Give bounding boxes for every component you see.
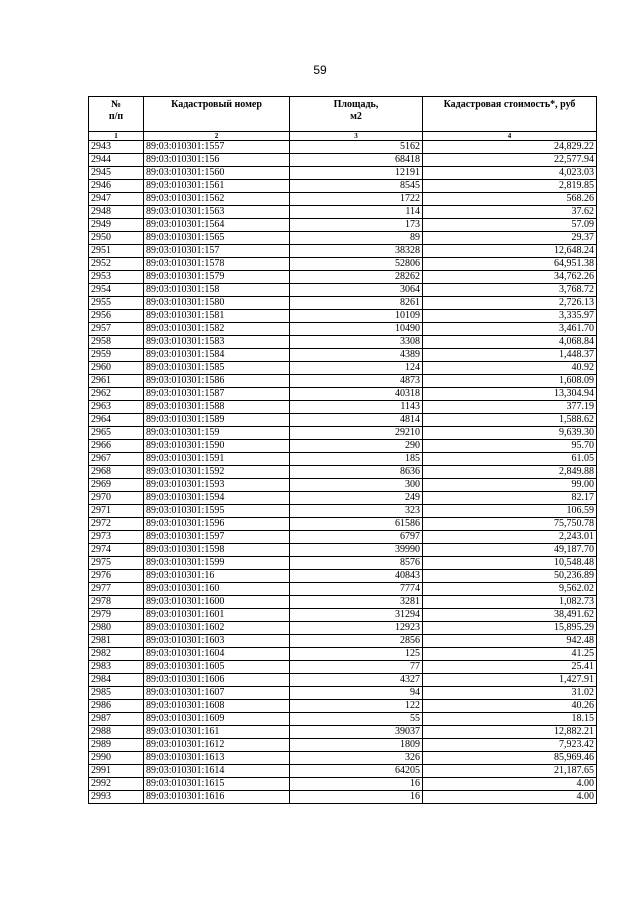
area-value: 94 (290, 687, 423, 700)
row-number: 2963 (89, 401, 144, 414)
area-value: 4814 (290, 414, 423, 427)
row-number: 2982 (89, 648, 144, 661)
area-value: 290 (290, 440, 423, 453)
area-value: 3281 (290, 596, 423, 609)
cadastral-number: 89:03:010301:1564 (144, 219, 290, 232)
table-row (89, 622, 597, 635)
area-value: 29210 (290, 427, 423, 440)
row-number: 2975 (89, 557, 144, 570)
area-value: 124 (290, 362, 423, 375)
table-row (89, 661, 597, 674)
cadastral-number: 89:03:010301:1600 (144, 596, 290, 609)
header-cost-label: Кадастровая стоимость*, руб (443, 99, 576, 110)
cadastral-number: 89:03:010301:1607 (144, 687, 290, 700)
header-num-label: № п/п (108, 99, 124, 122)
cost-value: 57.09 (423, 219, 597, 232)
cadastral-number: 89:03:010301:1596 (144, 518, 290, 531)
table-row (89, 635, 597, 648)
header-cadastral-number (144, 97, 290, 132)
table-row (89, 323, 597, 336)
table-row (89, 713, 597, 726)
column-number: 3 (290, 132, 423, 141)
row-number: 2964 (89, 414, 144, 427)
cadastral-number: 89:03:010301:1588 (144, 401, 290, 414)
table-row (89, 141, 597, 154)
cost-value: 9,639.30 (423, 427, 597, 440)
table-row (89, 336, 597, 349)
cost-value: 64,951.38 (423, 258, 597, 271)
row-number: 2987 (89, 713, 144, 726)
table-row (89, 687, 597, 700)
cadastral-number: 89:03:010301:1578 (144, 258, 290, 271)
row-number: 2957 (89, 323, 144, 336)
row-number: 2979 (89, 609, 144, 622)
table-row (89, 609, 597, 622)
table-row (89, 284, 597, 297)
table-row (89, 258, 597, 271)
row-number: 2989 (89, 739, 144, 752)
cadastral-number: 89:03:010301:1615 (144, 778, 290, 791)
cadastral-number: 89:03:010301:1612 (144, 739, 290, 752)
area-value: 16 (290, 791, 423, 804)
area-value: 249 (290, 492, 423, 505)
table-row (89, 570, 597, 583)
area-value: 10490 (290, 323, 423, 336)
cost-value: 34,762.26 (423, 271, 597, 284)
area-value: 323 (290, 505, 423, 518)
cadastral-number: 89:03:010301:1606 (144, 674, 290, 687)
cadastral-number: 89:03:010301:1597 (144, 531, 290, 544)
cost-value: 7,923.42 (423, 739, 597, 752)
cost-value: 85,969.46 (423, 752, 597, 765)
cost-value: 3,461.70 (423, 323, 597, 336)
table-row (89, 544, 597, 557)
area-value: 8545 (290, 180, 423, 193)
area-value: 61586 (290, 518, 423, 531)
table-row (89, 505, 597, 518)
table-row (89, 518, 597, 531)
row-number: 2947 (89, 193, 144, 206)
table-row (89, 310, 597, 323)
row-number: 2972 (89, 518, 144, 531)
cost-value: 2,819.85 (423, 180, 597, 193)
column-number: 2 (144, 132, 290, 141)
row-number: 2965 (89, 427, 144, 440)
area-value: 68418 (290, 154, 423, 167)
cadastral-number: 89:03:010301:1589 (144, 414, 290, 427)
cost-value: 1,608.09 (423, 375, 597, 388)
table-row (89, 778, 597, 791)
area-value: 3308 (290, 336, 423, 349)
row-number: 2944 (89, 154, 144, 167)
table-row (89, 791, 597, 804)
cadastral-number: 89:03:010301:1561 (144, 180, 290, 193)
area-value: 173 (290, 219, 423, 232)
row-number: 2992 (89, 778, 144, 791)
cost-value: 31.02 (423, 687, 597, 700)
row-number: 2949 (89, 219, 144, 232)
area-value: 4389 (290, 349, 423, 362)
area-value: 10109 (290, 310, 423, 323)
row-number: 2961 (89, 375, 144, 388)
cadastral-number: 89:03:010301:1590 (144, 440, 290, 453)
table-row (89, 752, 597, 765)
cadastral-number: 89:03:010301:1579 (144, 271, 290, 284)
table-row (89, 349, 597, 362)
row-number: 2969 (89, 479, 144, 492)
cost-value: 377.19 (423, 401, 597, 414)
row-number: 2976 (89, 570, 144, 583)
area-value: 8576 (290, 557, 423, 570)
cadastral-number: 89:03:010301:1614 (144, 765, 290, 778)
cadastral-number: 89:03:010301:161 (144, 726, 290, 739)
column-number-row (89, 132, 597, 141)
area-value: 40843 (290, 570, 423, 583)
row-number: 2959 (89, 349, 144, 362)
table-row (89, 167, 597, 180)
table-row (89, 271, 597, 284)
cost-value: 49,187.70 (423, 544, 597, 557)
table-row (89, 596, 597, 609)
row-number: 2971 (89, 505, 144, 518)
cost-value: 568.26 (423, 193, 597, 206)
cost-value: 2,243.01 (423, 531, 597, 544)
cost-value: 106.59 (423, 505, 597, 518)
column-number: 4 (423, 132, 597, 141)
table-row (89, 375, 597, 388)
cadastral-number: 89:03:010301:160 (144, 583, 290, 596)
row-number: 2981 (89, 635, 144, 648)
cost-value: 18.15 (423, 713, 597, 726)
cadastral-number: 89:03:010301:1613 (144, 752, 290, 765)
cost-value: 38,491.62 (423, 609, 597, 622)
table-row (89, 583, 597, 596)
area-value: 3064 (290, 284, 423, 297)
cost-value: 41.25 (423, 648, 597, 661)
area-value: 55 (290, 713, 423, 726)
area-value: 12191 (290, 167, 423, 180)
cost-value: 25.41 (423, 661, 597, 674)
cadastral-number: 89:03:010301:158 (144, 284, 290, 297)
cadastral-number: 89:03:010301:1608 (144, 700, 290, 713)
cost-value: 99.00 (423, 479, 597, 492)
area-value: 31294 (290, 609, 423, 622)
cadastral-number: 89:03:010301:16 (144, 570, 290, 583)
area-value: 12923 (290, 622, 423, 635)
area-value: 28262 (290, 271, 423, 284)
page-number: 59 (313, 63, 327, 77)
cost-value: 1,588.62 (423, 414, 597, 427)
table-row (89, 466, 597, 479)
cadastral-number: 89:03:010301:156 (144, 154, 290, 167)
cost-value: 22,577.94 (423, 154, 597, 167)
header-num (89, 97, 144, 132)
cadastral-number: 89:03:010301:1594 (144, 492, 290, 505)
row-number: 2974 (89, 544, 144, 557)
table-row (89, 557, 597, 570)
header-row (89, 97, 597, 132)
cost-value: 1,427.91 (423, 674, 597, 687)
area-value: 1143 (290, 401, 423, 414)
area-value: 5162 (290, 141, 423, 154)
cadastral-number: 89:03:010301:1595 (144, 505, 290, 518)
cost-value: 40.92 (423, 362, 597, 375)
cost-value: 15,895.29 (423, 622, 597, 635)
cost-value: 4.00 (423, 778, 597, 791)
cadastral-number: 89:03:010301:1593 (144, 479, 290, 492)
row-number: 2943 (89, 141, 144, 154)
table-row (89, 297, 597, 310)
cadastral-number: 89:03:010301:1609 (144, 713, 290, 726)
row-number: 2993 (89, 791, 144, 804)
table-row (89, 648, 597, 661)
row-number: 2986 (89, 700, 144, 713)
cost-value: 29.37 (423, 232, 597, 245)
area-value: 2856 (290, 635, 423, 648)
table-row (89, 232, 597, 245)
cadastral-number: 89:03:010301:1587 (144, 388, 290, 401)
cadastral-number: 89:03:010301:1603 (144, 635, 290, 648)
area-value: 16 (290, 778, 423, 791)
table-row (89, 726, 597, 739)
row-number: 2951 (89, 245, 144, 258)
cadastral-number: 89:03:010301:1583 (144, 336, 290, 349)
cost-value: 40.26 (423, 700, 597, 713)
row-number: 2977 (89, 583, 144, 596)
row-number: 2950 (89, 232, 144, 245)
cadastral-number: 89:03:010301:1557 (144, 141, 290, 154)
cadastral-number: 89:03:010301:1560 (144, 167, 290, 180)
row-number: 2983 (89, 661, 144, 674)
cost-value: 24,829.22 (423, 141, 597, 154)
row-number: 2970 (89, 492, 144, 505)
area-value: 4327 (290, 674, 423, 687)
cadastral-number: 89:03:010301:1602 (144, 622, 290, 635)
cost-value: 12,648.24 (423, 245, 597, 258)
area-value: 7774 (290, 583, 423, 596)
row-number: 2962 (89, 388, 144, 401)
cadastral-number: 89:03:010301:1563 (144, 206, 290, 219)
header-cadastral-number-label: Кадастровый номер (171, 99, 262, 110)
area-value: 122 (290, 700, 423, 713)
table-row (89, 180, 597, 193)
table-row (89, 765, 597, 778)
cost-value: 75,750.78 (423, 518, 597, 531)
area-value: 185 (290, 453, 423, 466)
cost-value: 37.62 (423, 206, 597, 219)
cadastral-number: 89:03:010301:1598 (144, 544, 290, 557)
row-number: 2980 (89, 622, 144, 635)
cadastral-number: 89:03:010301:1582 (144, 323, 290, 336)
cost-value: 4,068.84 (423, 336, 597, 349)
row-number: 2990 (89, 752, 144, 765)
row-number: 2988 (89, 726, 144, 739)
cadastral-number: 89:03:010301:1601 (144, 609, 290, 622)
table-body (89, 141, 597, 804)
cadastral-number: 89:03:010301:1605 (144, 661, 290, 674)
cadastral-number: 89:03:010301:1585 (144, 362, 290, 375)
area-value: 1722 (290, 193, 423, 206)
header-cost (423, 97, 597, 132)
table-row (89, 453, 597, 466)
table-row (89, 193, 597, 206)
cost-value: 13,304.94 (423, 388, 597, 401)
row-number: 2948 (89, 206, 144, 219)
row-number: 2978 (89, 596, 144, 609)
cost-value: 2,849.88 (423, 466, 597, 479)
row-number: 2945 (89, 167, 144, 180)
table-row (89, 739, 597, 752)
row-number: 2966 (89, 440, 144, 453)
cost-value: 4.00 (423, 791, 597, 804)
cadastral-number: 89:03:010301:1565 (144, 232, 290, 245)
row-number: 2954 (89, 284, 144, 297)
row-number: 2952 (89, 258, 144, 271)
table-row (89, 219, 597, 232)
area-value: 89 (290, 232, 423, 245)
table-row (89, 388, 597, 401)
cadastral-number: 89:03:010301:1591 (144, 453, 290, 466)
row-number: 2967 (89, 453, 144, 466)
area-value: 64205 (290, 765, 423, 778)
table-row (89, 154, 597, 167)
area-value: 39990 (290, 544, 423, 557)
table-row (89, 674, 597, 687)
row-number: 2955 (89, 297, 144, 310)
row-number: 2984 (89, 674, 144, 687)
area-value: 39037 (290, 726, 423, 739)
cost-value: 1,448.37 (423, 349, 597, 362)
cost-value: 1,082.73 (423, 596, 597, 609)
cost-value: 3,768.72 (423, 284, 597, 297)
area-value: 125 (290, 648, 423, 661)
table-row (89, 700, 597, 713)
cost-value: 2,726.13 (423, 297, 597, 310)
area-value: 6797 (290, 531, 423, 544)
area-value: 300 (290, 479, 423, 492)
table-row (89, 531, 597, 544)
cost-value: 12,882.21 (423, 726, 597, 739)
area-value: 38328 (290, 245, 423, 258)
cadastral-number: 89:03:010301:1592 (144, 466, 290, 479)
cost-value: 95.70 (423, 440, 597, 453)
cadastral-number: 89:03:010301:1580 (144, 297, 290, 310)
cadastral-number: 89:03:010301:157 (144, 245, 290, 258)
cadastral-number: 89:03:010301:1586 (144, 375, 290, 388)
table-row (89, 206, 597, 219)
column-number: 1 (89, 132, 144, 141)
area-value: 326 (290, 752, 423, 765)
cost-value: 61.05 (423, 453, 597, 466)
table-row (89, 427, 597, 440)
header-area (290, 97, 423, 132)
table-row (89, 492, 597, 505)
cadastral-table (88, 96, 597, 804)
cadastral-number: 89:03:010301:1616 (144, 791, 290, 804)
row-number: 2953 (89, 271, 144, 284)
row-number: 2946 (89, 180, 144, 193)
row-number: 2968 (89, 466, 144, 479)
cadastral-number: 89:03:010301:1562 (144, 193, 290, 206)
table-row (89, 245, 597, 258)
cadastral-number: 89:03:010301:1599 (144, 557, 290, 570)
table-row (89, 440, 597, 453)
row-number: 2956 (89, 310, 144, 323)
row-number: 2958 (89, 336, 144, 349)
cost-value: 942.48 (423, 635, 597, 648)
table-row (89, 362, 597, 375)
table-row (89, 414, 597, 427)
area-value: 8636 (290, 466, 423, 479)
area-value: 40318 (290, 388, 423, 401)
area-value: 114 (290, 206, 423, 219)
row-number: 2960 (89, 362, 144, 375)
area-value: 1809 (290, 739, 423, 752)
cadastral-number: 89:03:010301:1581 (144, 310, 290, 323)
cost-value: 9,562.02 (423, 583, 597, 596)
cadastral-number: 89:03:010301:159 (144, 427, 290, 440)
area-value: 8261 (290, 297, 423, 310)
cost-value: 50,236.89 (423, 570, 597, 583)
table-row (89, 401, 597, 414)
cadastral-number: 89:03:010301:1584 (144, 349, 290, 362)
row-number: 2991 (89, 765, 144, 778)
header-area-label: Площадь, м2 (333, 99, 379, 122)
cost-value: 3,335.97 (423, 310, 597, 323)
table-row (89, 479, 597, 492)
cost-value: 82.17 (423, 492, 597, 505)
area-value: 52806 (290, 258, 423, 271)
cadastral-number: 89:03:010301:1604 (144, 648, 290, 661)
cost-value: 4,023.03 (423, 167, 597, 180)
area-value: 4873 (290, 375, 423, 388)
row-number: 2973 (89, 531, 144, 544)
cost-value: 21,187.65 (423, 765, 597, 778)
cost-value: 10,548.48 (423, 557, 597, 570)
area-value: 77 (290, 661, 423, 674)
row-number: 2985 (89, 687, 144, 700)
